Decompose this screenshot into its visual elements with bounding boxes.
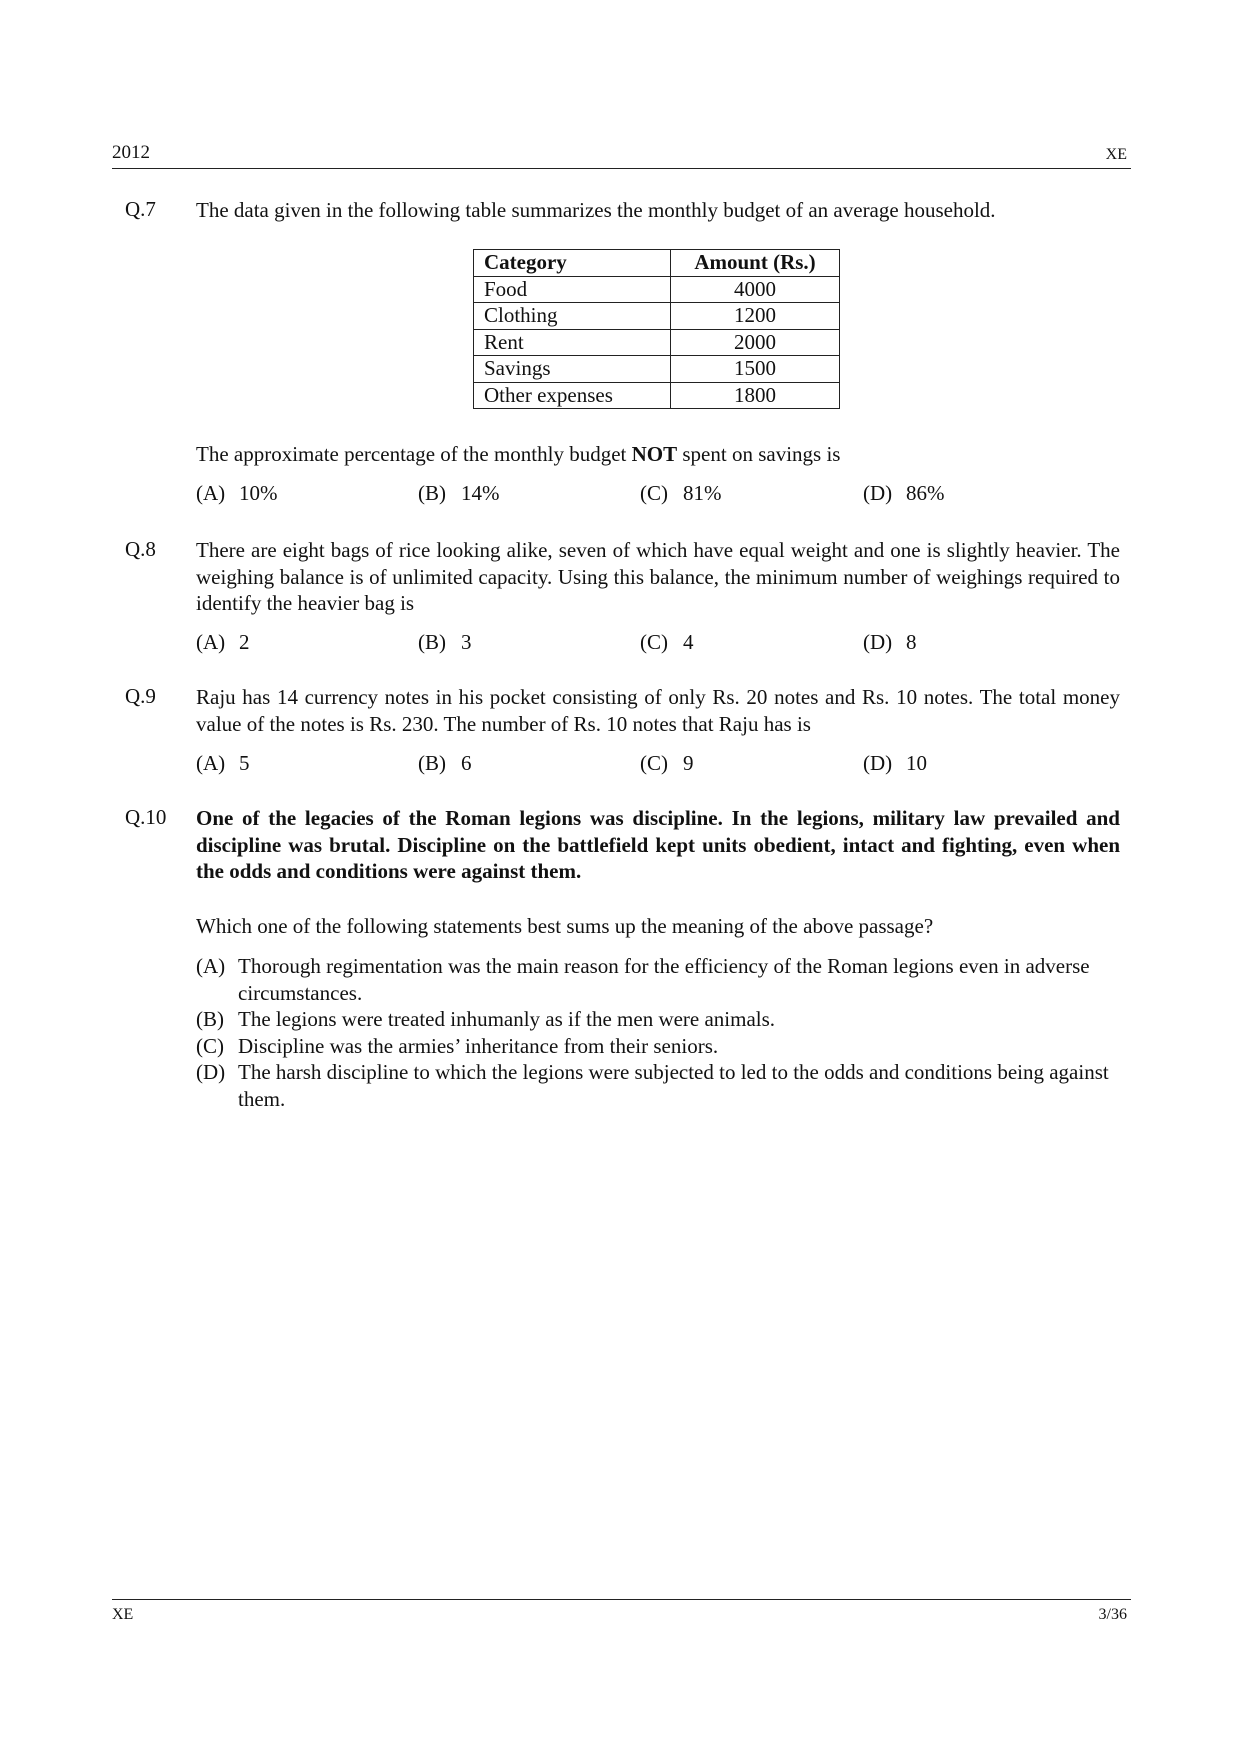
q9-text: Raju has 14 currency notes in his pocket consisting of only Rs. 20 notes and Rs. 10 notes. The total money value of the notes is Rs. 230. The number of Rs. 10 notes that Raju has is: [196, 685, 1120, 736]
q8-number: Q.8: [125, 537, 156, 561]
option-c[interactable]: (C) 81%: [640, 481, 722, 505]
option-b[interactable]: (B) 6: [418, 751, 472, 775]
q7-prompt-end: spent on savings is: [677, 442, 841, 466]
option-b[interactable]: (B) 3: [418, 630, 472, 654]
option-d[interactable]: (D) 10: [863, 751, 927, 775]
q10-options: [196, 953, 1126, 1112]
q8-text: There are eight bags of rice looking alike, seven of which have equal weight and one is slightly heavier. The weighing balance is of unlimited capacity. Using this balance, the minimum number of weighings required to identify the heavier bag is: [196, 538, 1120, 615]
table-cell-category: Other expenses: [474, 382, 671, 409]
table-row: [474, 356, 840, 383]
budget-table: [473, 249, 840, 409]
option-d[interactable]: (D) 8: [863, 630, 917, 654]
option-c[interactable]: (C) 4: [640, 630, 694, 654]
q7-options: [196, 481, 1120, 509]
table-cell-amount: 1200: [671, 303, 840, 330]
q7-prompt: [196, 441, 1120, 468]
table-row: [474, 382, 840, 409]
q7-text: The data given in the following table summarizes the monthly budget of an average household.: [196, 198, 996, 222]
q10-question: Which one of the following statements best sums up the meaning of the above passage?: [196, 914, 934, 938]
q7-prompt-start: The approximate percentage of the monthly budget: [196, 442, 632, 466]
q9-options: [196, 751, 1120, 779]
table-header-amount: Amount (Rs.): [671, 250, 840, 277]
table-row: [474, 329, 840, 356]
option-c[interactable]: (C) Discipline was the armies’ inheritance from their seniors.: [196, 1033, 719, 1058]
page-footer: [112, 1599, 1131, 1623]
option-a[interactable]: (A) Thorough regimentation was the main reason for the efficiency of the Roman legions even in adverse circumstances.: [196, 954, 1090, 1005]
q9-number: Q.9: [125, 684, 156, 708]
table-cell-amount: 1500: [671, 356, 840, 383]
option-c[interactable]: (C) 9: [640, 751, 694, 775]
table-header-category: Category: [474, 250, 671, 277]
option-b[interactable]: (B) The legions were treated inhumanly as if the men were animals.: [196, 1007, 776, 1031]
table-header-row: [474, 250, 840, 277]
table-row: [474, 303, 840, 330]
table-cell-category: Rent: [474, 329, 671, 356]
header-code: XE: [1105, 146, 1127, 163]
option-a[interactable]: (A) 5: [196, 751, 250, 775]
page-number: 3/36: [1098, 1606, 1127, 1623]
table-cell-amount: 1800: [671, 382, 840, 409]
option-a[interactable]: (A) 10%: [196, 481, 278, 505]
q10-number: Q.10: [125, 805, 167, 829]
q10-passage: One of the legacies of the Roman legions was discipline. In the legions, military law prevailed and discipline was brutal. Discipline on the battlefield kept units obedient, intact and fighting, even when the odds and conditions were against them.: [196, 806, 1120, 883]
option-a[interactable]: (A) 2: [196, 630, 250, 654]
table-cell-category: Savings: [474, 356, 671, 383]
header-year: 2012: [112, 142, 150, 163]
q8-options: [196, 630, 1120, 658]
table-cell-category: Clothing: [474, 303, 671, 330]
q7-prompt-emphasis: NOT: [631, 442, 678, 466]
table-row: [474, 276, 840, 303]
q7-number: Q.7: [125, 197, 156, 221]
table-cell-amount: 4000: [671, 276, 840, 303]
table-cell-amount: 2000: [671, 329, 840, 356]
option-d[interactable]: (D) The harsh discipline to which the legions were subjected to led to the odds and conditions being against them.: [196, 1060, 1109, 1111]
option-b[interactable]: (B) 14%: [418, 481, 500, 505]
table-cell-category: Food: [474, 276, 671, 303]
page-header: [112, 142, 1131, 169]
footer-code: XE: [112, 1606, 134, 1623]
option-d[interactable]: (D) 86%: [863, 481, 945, 505]
